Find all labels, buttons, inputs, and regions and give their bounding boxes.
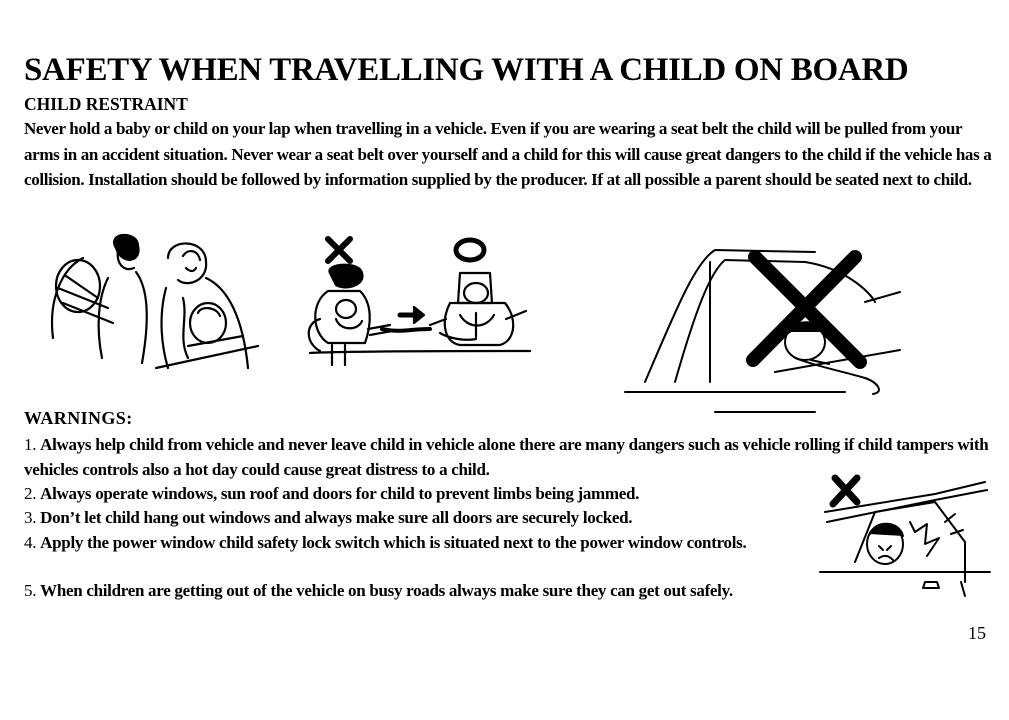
warning-item bbox=[24, 531, 764, 556]
section-body: Never hold a baby or child on your lap when travelling in a vehicle. Even if you are wearing a seat belt the child will be pulled from your arms in an accident situation. Never wear a seat belt over yourself and a child for this will cause great dangers to the child if the vehicle has a collision. Installation should be followed by information supplied by the producer. If at all possible a parent should be seated next to child. bbox=[24, 119, 992, 189]
warning-number: 3. bbox=[24, 508, 37, 527]
warning-item bbox=[24, 579, 794, 604]
warnings-heading: WARNINGS: bbox=[24, 408, 133, 428]
warning-text: Always operate windows, sun roof and doors for child to prevent limbs being jammed. bbox=[40, 484, 640, 503]
section-heading: CHILD RESTRAINT bbox=[24, 94, 188, 114]
warning-number: 2. bbox=[24, 484, 37, 503]
arrow-right-icon bbox=[400, 307, 424, 323]
warning-number: 1. bbox=[24, 435, 37, 454]
warning-item bbox=[24, 482, 794, 507]
warning-text: Apply the power window child safety lock switch which is situated next to the power window controls. bbox=[40, 533, 747, 552]
warning-number: 5. bbox=[24, 581, 37, 600]
warning-number: 4. bbox=[24, 533, 37, 552]
o-mark-icon bbox=[456, 240, 484, 260]
warning-text: Don’t let child hang out windows and always make sure all doors are securely locked. bbox=[40, 508, 633, 527]
child-seat-illustration bbox=[300, 233, 540, 368]
x-mark-icon bbox=[753, 257, 860, 362]
jammed-window-illustration bbox=[815, 472, 995, 602]
warning-item bbox=[24, 506, 794, 531]
x-mark-icon bbox=[328, 239, 350, 261]
page-title: SAFETY WHEN TRAVELLING WITH A CHILD ON BOARD bbox=[24, 52, 909, 88]
page-number: 15 bbox=[968, 623, 986, 643]
x-mark-icon bbox=[833, 478, 857, 504]
lap-child-illustration bbox=[38, 228, 263, 373]
window-illustration bbox=[615, 232, 905, 412]
warning-text: Always help child from vehicle and never leave child in vehicle alone there are many dangers such as vehicle rolling if child tampers with vehicles controls also a hot day could cause great distress to a child. bbox=[24, 435, 989, 479]
warning-text: When children are getting out of the vehicle on busy roads always make sure they can get out safely. bbox=[40, 581, 733, 600]
